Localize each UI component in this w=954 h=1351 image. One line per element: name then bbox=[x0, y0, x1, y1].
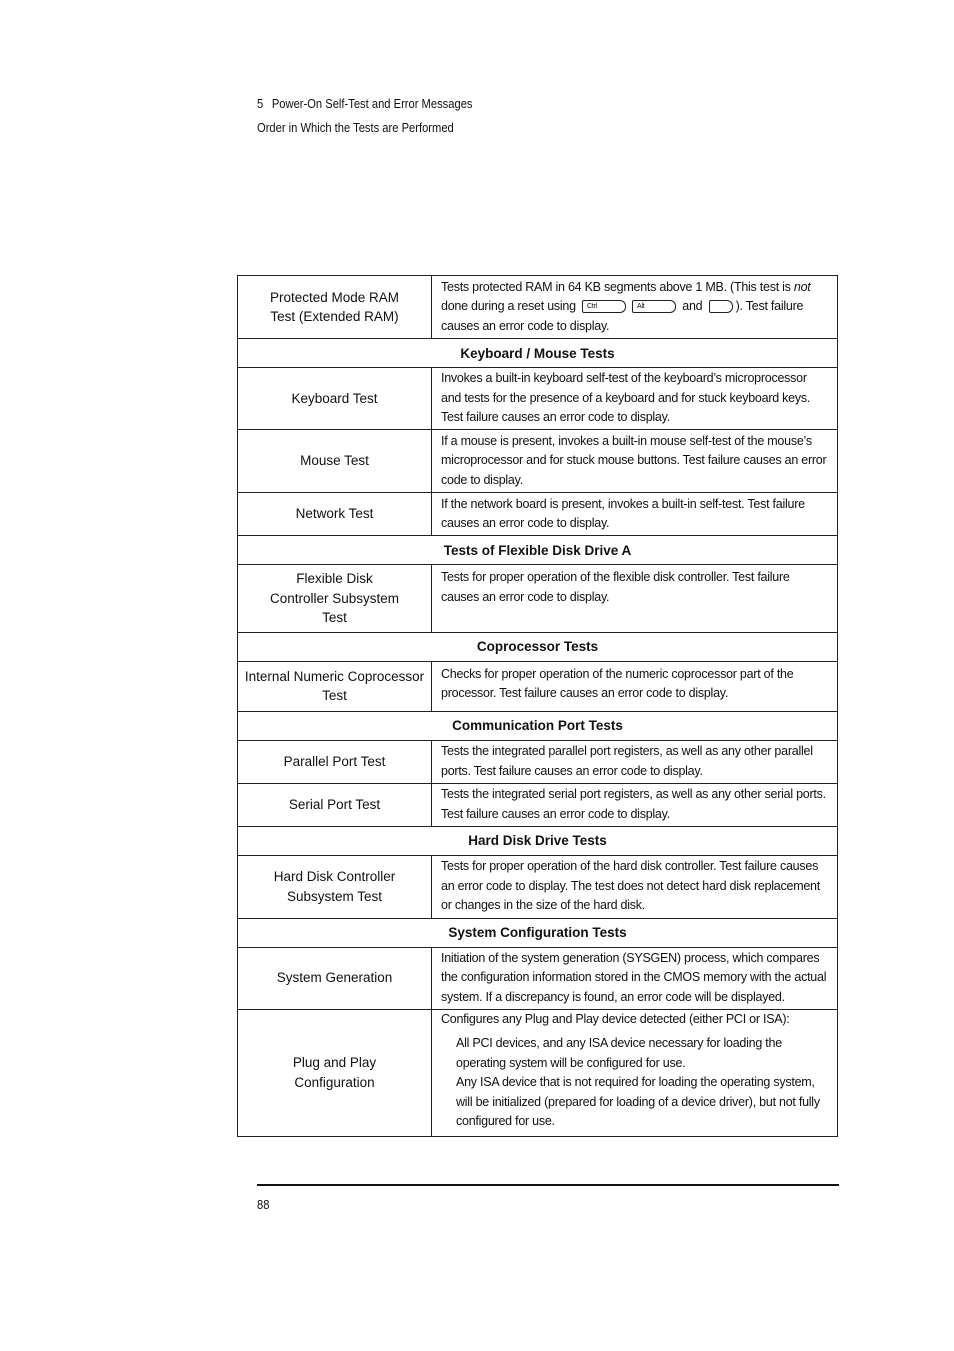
description-text: ). Test failure causes an error code to display. bbox=[441, 299, 804, 333]
table-row bbox=[238, 430, 838, 493]
section-heading: System Configuration Tests bbox=[238, 918, 838, 947]
test-name: Serial Port Test bbox=[288, 796, 381, 812]
test-name: Keyboard Test bbox=[291, 390, 378, 406]
test-description bbox=[432, 278, 837, 337]
blank-key-icon bbox=[709, 300, 733, 313]
test-name bbox=[238, 1049, 431, 1096]
table-row bbox=[238, 947, 838, 1009]
test-name: Hard Disk Controller Subsystem Test bbox=[273, 869, 396, 904]
test-name: Network Test bbox=[295, 506, 374, 522]
section-title: Order in Which the Tests are Performed bbox=[257, 120, 454, 135]
test-description: Tests the integrated parallel port registers, as well as any other parallel ports. Test failure causes an error code to display. bbox=[441, 744, 813, 778]
ctrl-key-icon: Ctrl bbox=[582, 300, 626, 313]
section-heading: Hard Disk Drive Tests bbox=[238, 826, 838, 855]
list-item: Any ISA device that is not required for loading the operating system, will be initialized (prepared for loading of a device driver), but not fully configured for use. bbox=[456, 1075, 820, 1128]
table-row bbox=[238, 565, 838, 633]
test-description: Tests for proper operation of the flexible disk controller. Test failure causes an error code to display. bbox=[441, 570, 790, 604]
section-row bbox=[238, 632, 838, 661]
section-heading: Keyboard / Mouse Tests bbox=[238, 339, 838, 368]
table-row bbox=[238, 740, 838, 783]
section-heading: Communication Port Tests bbox=[238, 711, 838, 740]
test-description: If a mouse is present, invokes a built-in mouse self-test of the mouse’s microprocessor and for stuck mouse buttons. Test failure causes an error code to display. bbox=[441, 433, 827, 487]
test-description: Initiation of the system generation (SYSGEN) process, which compares the configuration information stored in the CMOS memory with the actual system. If a discrepancy is found, an error code will be displayed. bbox=[441, 950, 827, 1004]
description-text: done during a reset using bbox=[441, 299, 580, 314]
table-row bbox=[238, 783, 838, 826]
section-row bbox=[238, 711, 838, 740]
test-name-line: Configuration bbox=[294, 1074, 375, 1090]
test-description: If the network board is present, invokes a built-in self-test. Test failure causes an error code to display. bbox=[441, 496, 805, 530]
section-row bbox=[238, 918, 838, 947]
section-row bbox=[238, 536, 838, 565]
table-row bbox=[238, 1009, 838, 1136]
test-description: Checks for proper operation of the numeric coprocessor part of the processor. Test failure causes an error code to display. bbox=[441, 666, 794, 700]
table-row bbox=[238, 368, 838, 430]
test-name: Mouse Test bbox=[300, 453, 369, 469]
test-name: Flexible Disk Controller Subsystem Test bbox=[269, 571, 400, 625]
list-item: All PCI devices, and any ISA device necessary for loading the operating system will be configured for use. bbox=[456, 1036, 782, 1070]
table-row bbox=[238, 855, 838, 918]
page-number: 88 bbox=[257, 1197, 270, 1212]
section-heading: Coprocessor Tests bbox=[238, 632, 838, 661]
chapter-title: Power-On Self-Test and Error Messages bbox=[271, 96, 473, 111]
test-name: Internal Numeric Coprocessor Test bbox=[244, 668, 425, 703]
description-text: and bbox=[682, 299, 703, 314]
section-row bbox=[238, 339, 838, 368]
table-row bbox=[238, 661, 838, 711]
footer-rule bbox=[257, 1184, 839, 1186]
test-name: Parallel Port Test bbox=[283, 753, 386, 769]
section-heading: Tests of Flexible Disk Drive A bbox=[238, 536, 838, 565]
test-description: Tests the integrated serial port registers, as well as any other serial ports. Test failure causes an error code to display. bbox=[441, 787, 826, 821]
chapter-number: 5 bbox=[257, 96, 264, 111]
test-description: Tests for proper operation of the hard disk controller. Test failure causes an error code to display. The test does not detect hard disk replacement or changes in the size of the hard disk. bbox=[441, 859, 820, 913]
description-text: Tests protected RAM in 64 KB segments above 1 MB. (This test is bbox=[441, 279, 794, 294]
alt-key-icon: Alt bbox=[632, 300, 676, 313]
chapter-heading bbox=[257, 96, 473, 111]
table-row bbox=[238, 276, 838, 339]
self-test-table bbox=[237, 275, 838, 1137]
test-name: System Generation bbox=[276, 970, 393, 986]
test-name-line: Plug and Play bbox=[292, 1055, 377, 1070]
emphasis-text: not bbox=[793, 279, 811, 294]
section-row bbox=[238, 826, 838, 855]
test-name: Protected Mode RAM Test (Extended RAM) bbox=[269, 289, 400, 324]
test-description: Invokes a built-in keyboard self-test of the keyboard’s microprocessor and tests for the presence of a keyboard and for stuck keyboard keys. Test failure causes an error code to display. bbox=[441, 371, 811, 425]
table-row bbox=[238, 493, 838, 536]
test-description: Configures any Plug and Play device detected (either PCI or ISA): bbox=[441, 1011, 790, 1026]
